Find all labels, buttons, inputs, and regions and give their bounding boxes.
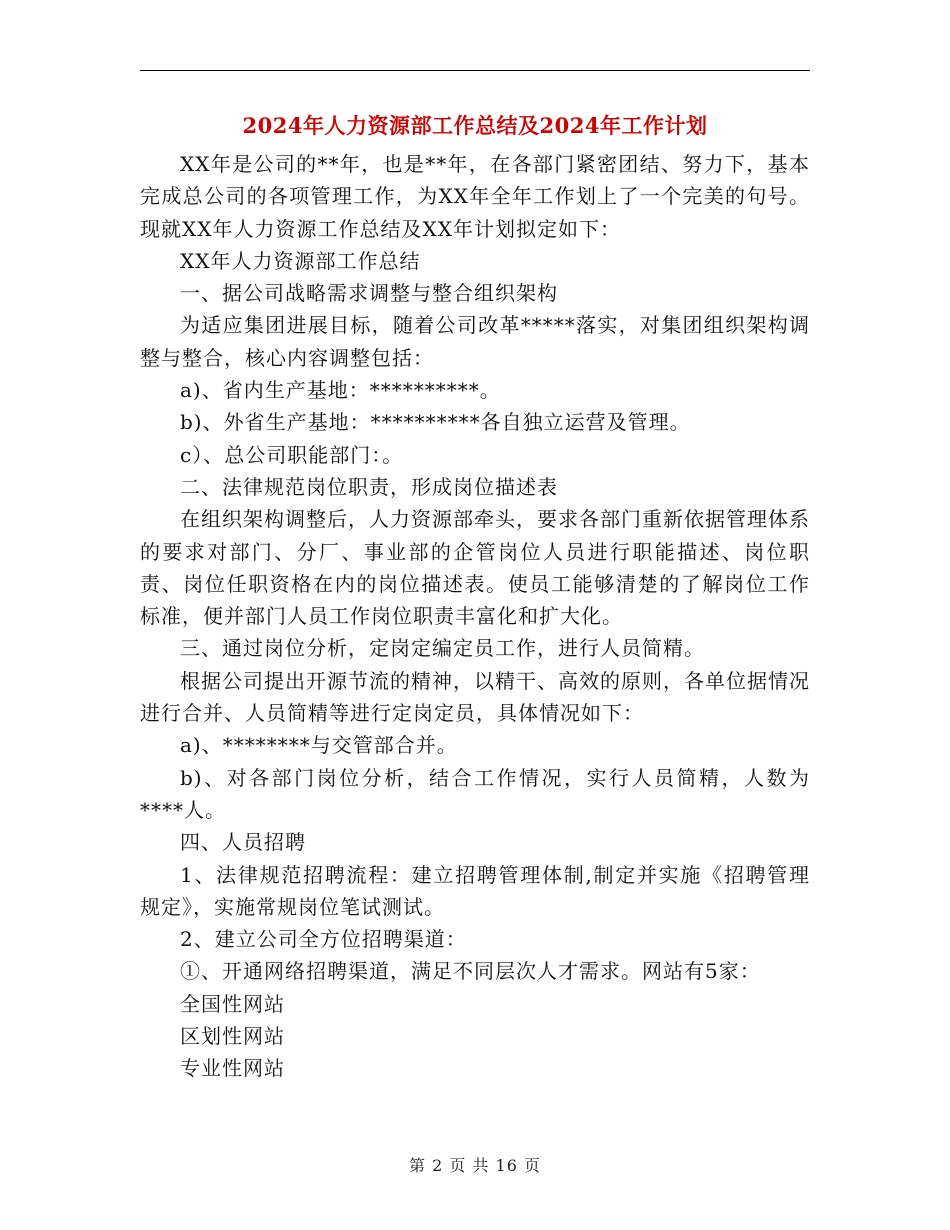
list-item: b)、外省生产基地：**********各自独立运营及管理。 — [180, 410, 691, 435]
list-item: a)、省内生产基地：**********。 — [180, 378, 501, 403]
paragraph: XX年人力资源部工作总结 — [180, 248, 421, 273]
list-item: 全国性网站 — [180, 991, 285, 1016]
paragraph: XX年是公司的**年，也是**年，在各部门紧密团结、努力下，基本完成总公司的各项管理工作，为XX年全年工作划上了一个完美的句号。现就XX年人力资源工作总结及XX年计划拟定如下： — [140, 152, 810, 241]
paragraph: 在组织架构调整后，人力资源部牵头，要求各部门重新依据管理体系的要求对部门、分厂、事业部的企管岗位人员进行职能描述、岗位职责、岗位任职资格在内的岗位描述表。使员工能够清楚的了解岗位工作标准，便并部门人员工作岗位职责丰富化和扩大化。 — [140, 507, 810, 629]
section-heading: 一、据公司战略需求调整与整合组织架构 — [180, 281, 558, 306]
paragraph: 为适应集团进展目标，随着公司改革*****落实，对集团组织架构调整与整合，核心内容调整包括： — [140, 313, 810, 370]
header-rule — [140, 70, 810, 71]
paragraph: 2、建立公司全方位招聘渠道： — [180, 927, 467, 952]
page-footer: 第 2 页 共 16 页 — [409, 1156, 541, 1175]
document-title: 2024年人力资源部工作总结及2024年工作计划 — [242, 113, 708, 138]
paragraph: 1、法律规范招聘流程：建立招聘管理体制,制定并实施《招聘管理规定》，实施常规岗位笔试测试。 — [140, 862, 810, 919]
list-item: b)、对各部门岗位分析，结合工作情况，实行人员简精，人数为****人。 — [140, 765, 810, 822]
list-item: 区划性网站 — [180, 1024, 285, 1049]
document-body — [140, 148, 810, 1085]
list-item: 专业性网站 — [180, 1056, 285, 1081]
list-item: a)、********与交管部合并。 — [180, 733, 458, 758]
paragraph: ①、开通网络招聘渠道，满足不同层次人才需求。网站有5家： — [180, 959, 761, 984]
section-heading: 四、人员招聘 — [180, 830, 306, 855]
list-item: c）、总公司职能部门：。 — [180, 442, 404, 467]
section-heading: 二、法律规范岗位职责，形成岗位描述表 — [180, 474, 558, 499]
paragraph: 根据公司提出开源节流的精神，以精干、高效的原则，各单位据情况进行合并、人员简精等进行定岗定员，具体情况如下： — [140, 668, 810, 726]
section-heading: 三、通过岗位分析，定岗定编定员工作，进行人员简精。 — [180, 636, 705, 661]
